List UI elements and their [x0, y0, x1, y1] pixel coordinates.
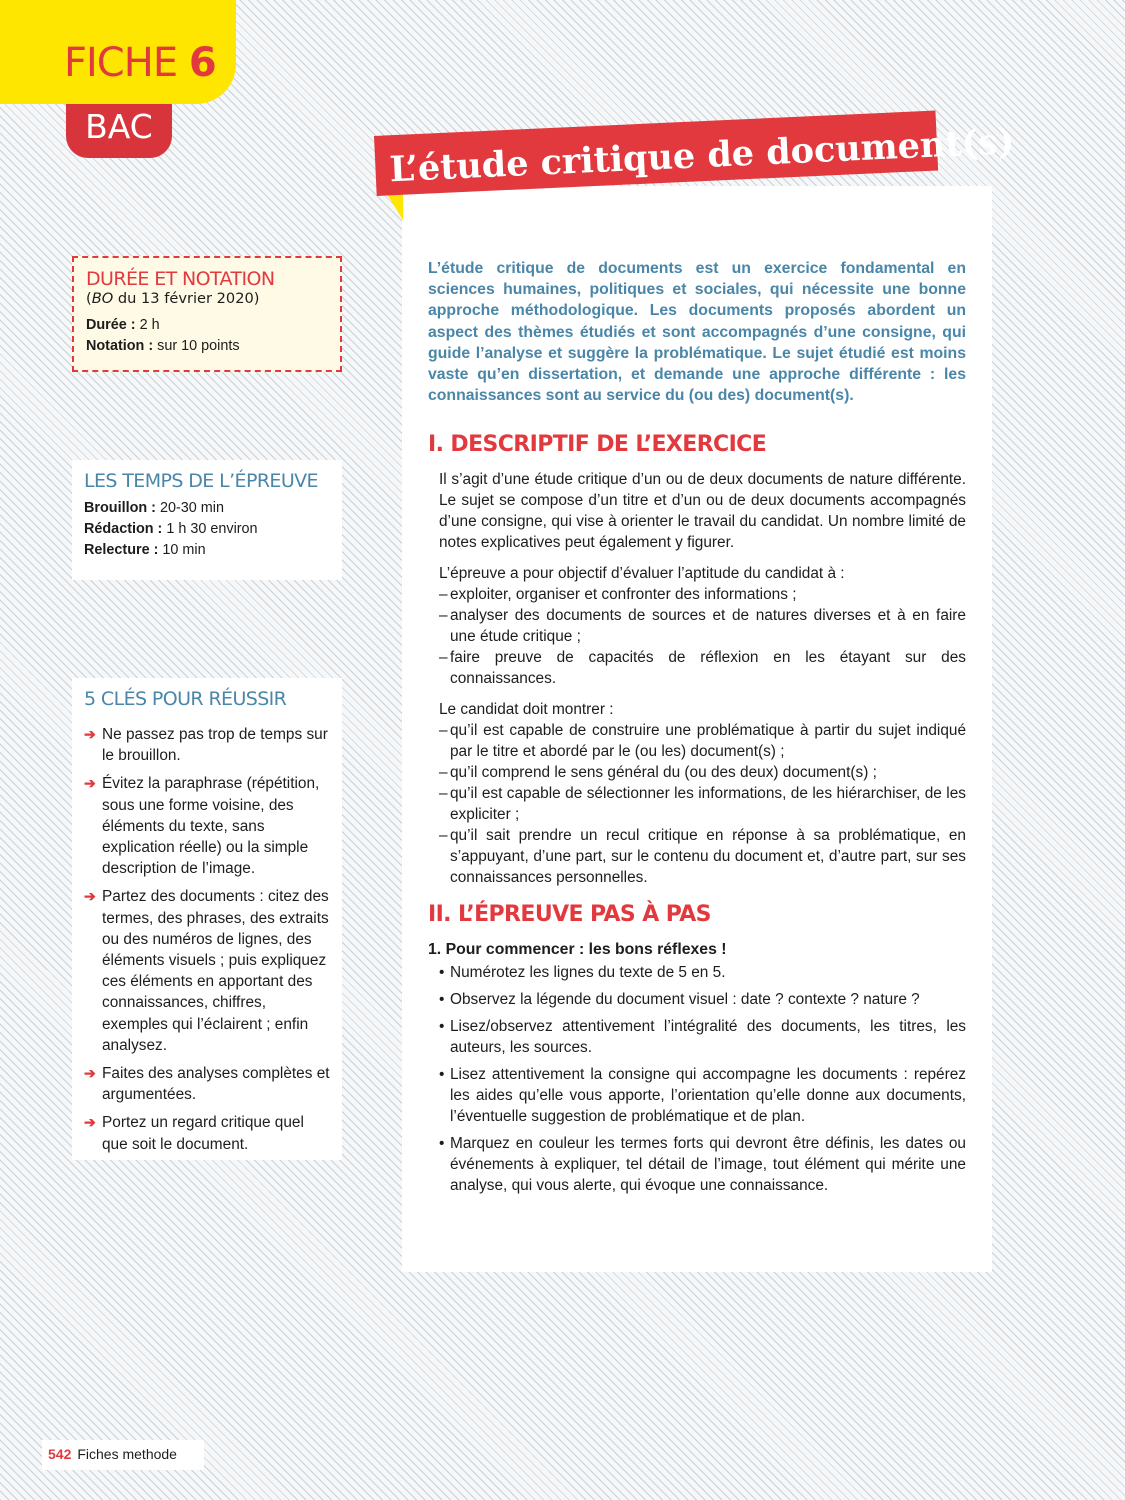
- list-item: – faire preuve de capacités de réflexion en les étayant sur des connaissances.: [439, 647, 966, 689]
- arrow-right-icon: ➔: [84, 726, 96, 742]
- temps-label: Brouillon :: [84, 500, 156, 516]
- temps-row: [84, 540, 330, 561]
- section-2-title: II. L’ÉPREUVE PAS À PAS: [428, 902, 711, 928]
- duree-title: DURÉE ET NOTATION: [86, 268, 275, 290]
- arrow-right-icon: ➔: [84, 1114, 96, 1131]
- arrow-right-icon: ➔: [84, 775, 96, 792]
- temps-value: 10 min: [158, 542, 206, 558]
- page-number: 542: [48, 1446, 72, 1462]
- temps-label: Relecture :: [84, 542, 159, 558]
- intro-paragraph: L’étude critique de documents est un exercice fondamental en sciences humaines, politiques et sociales, qui nécessite une bonne approche méthodologique. Les documents proposés abordent un aspect des thèmes étudiés et sont accompagnés d’une consigne, qui guide l’analyse et suggère la problématique. Le sujet étudié est moins vaste qu’en dissertation, et demande une approche différente : les connaissances sont au service du (ou des) document(s).: [428, 260, 966, 405]
- temps-value: 1 h 30 environ: [162, 521, 258, 537]
- cles-title: 5 CLÉS POUR RÉUSSIR: [84, 688, 287, 710]
- bo-reference: [86, 290, 328, 307]
- page-title: L’étude critique de document(s): [374, 111, 938, 196]
- section-2-subtitle: 1. Pour commencer : les bons réflexes !: [428, 941, 727, 959]
- notation-label: Notation :: [86, 338, 154, 354]
- temps-title: LES TEMPS DE L’ÉPREUVE: [84, 470, 318, 492]
- cles-reussir-box: [72, 678, 342, 1160]
- arrow-right-icon: ➔: [84, 888, 96, 905]
- list-item: • Marquez en couleur les termes forts qui devront être définis, les dates ou événements à expliquer, tel détail de l’image, tout élément qui mérite une analyse, qui vous alerte, qui évoque une connaissance.: [439, 1133, 966, 1196]
- duree-label: Durée :: [86, 317, 136, 333]
- list-item: [84, 1063, 330, 1105]
- temps-row: [84, 519, 330, 540]
- section-1-title: I. DESCRIPTIF DE L’EXERCICE: [428, 432, 767, 458]
- section-1-body: [428, 469, 966, 888]
- footer-section-label: Fiches methode: [77, 1446, 177, 1462]
- duree-row: [86, 315, 328, 336]
- list-item: – exploiter, organiser et confronter des informations ;: [439, 584, 966, 605]
- cle-text: Portez un regard critique quel que soit le document.: [102, 1114, 304, 1153]
- section-2-body: [428, 939, 966, 1196]
- list-item: [84, 773, 330, 879]
- main-content-card: [402, 186, 992, 1272]
- page-footer: [42, 1440, 204, 1470]
- cle-text: Partez des documents : citez des termes, des phrases, des extraits ou des numéros de lignes, des éléments visuels ; puis expliquez ces éléments en apportant des connaissances, chiffres, exemples qui l’éclairent ; enfin analysez.: [102, 888, 329, 1054]
- objectives-list: [439, 584, 966, 689]
- bo-abbrev: BO: [91, 290, 114, 307]
- notation-row: [86, 336, 328, 357]
- section-1-para-2: L’épreuve a pour objectif d’évaluer l’aptitude du candidat à :: [439, 565, 845, 583]
- arrow-right-icon: ➔: [84, 1065, 96, 1082]
- list-item: – analyser des documents de sources et de natures diverses et à en faire une étude critique ;: [439, 605, 966, 647]
- candidate-requirements-list: [439, 720, 966, 888]
- fiche-tab: [0, 0, 236, 104]
- temps-label: Rédaction :: [84, 521, 163, 537]
- duree-notation-box: [72, 256, 342, 372]
- list-item: [84, 886, 330, 1056]
- cle-text: Ne passez pas trop de temps sur le brouillon.: [102, 726, 328, 765]
- bo-date: du 13 février 2020): [113, 290, 260, 307]
- list-item: [84, 724, 330, 766]
- section-1-para-1: Il s’agit d’une étude critique d’un ou de deux documents de nature différente. Le sujet se compose d’un titre et d’un ou de deux documents accompagnés d’une consigne, qui vise à orienter le travail du candidat. Un nombre limité de notes explicatives peut également y figurer.: [439, 471, 966, 552]
- bac-tab: BAC: [66, 98, 172, 158]
- temps-value: 20-30 min: [155, 500, 224, 516]
- notation-value: sur 10 points: [153, 338, 240, 354]
- list-item: • Lisez attentivement la consigne qui accompagne les documents : repérez les aides qu’elle vous apporte, l’orientation qu’elle donne aux documents, l’éventuelle suggestion de problématique et de plan.: [439, 1064, 966, 1127]
- cle-text: Évitez la paraphrase (répétition, sous une forme voisine, des éléments du texte, sans explication réelle) ou la simple description de l’image.: [102, 775, 320, 878]
- section-1-para-3: Le candidat doit montrer :: [439, 701, 614, 719]
- list-item: – qu’il est capable de construire une problématique à partir du sujet indiqué par le titre et abordé par le (ou les) document(s) ;: [439, 720, 966, 762]
- list-item: – qu’il sait prendre un recul critique en réponse à sa problématique, en s’appuyant, d’une part, sur le contenu du document et, d’autre part, sur ses connaissances personnelles.: [439, 825, 966, 888]
- list-item: • Lisez/observez attentivement l’intégralité des documents, les titres, les auteurs, les sources.: [439, 1016, 966, 1058]
- list-item: – qu’il comprend le sens général du (ou des deux) document(s) ;: [439, 762, 966, 783]
- temps-epreuve-box: [72, 460, 342, 580]
- cle-text: Faites des analyses complètes et argumentées.: [102, 1065, 330, 1104]
- reflexes-list: [428, 962, 966, 1196]
- list-item: [84, 1112, 330, 1154]
- list-item: • Observez la légende du document visuel : date ? contexte ? nature ?: [439, 989, 966, 1010]
- bo-paren: (: [86, 290, 92, 307]
- list-item: • Numérotez les lignes du texte de 5 en 5.: [439, 962, 966, 983]
- fiche-number: 6: [188, 40, 216, 86]
- list-item: – qu’il est capable de sélectionner les informations, de les hiérarchiser, de les expliciter ;: [439, 783, 966, 825]
- duree-value: 2 h: [135, 317, 160, 333]
- temps-row: [84, 498, 330, 519]
- cles-list: [84, 724, 330, 1155]
- fiche-label: FICHE: [64, 40, 178, 86]
- title-banner-wrap: [374, 120, 1016, 226]
